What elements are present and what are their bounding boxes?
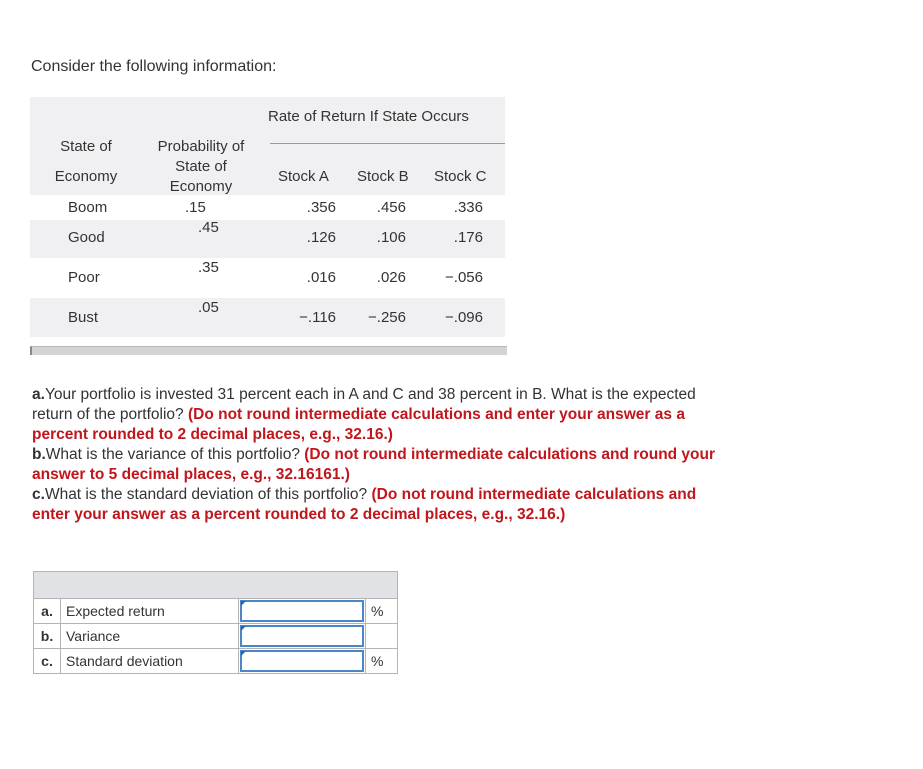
input-flag-icon <box>241 626 246 631</box>
answer-row-expected-return <box>34 599 398 624</box>
input-flag-icon <box>241 601 246 606</box>
question-b <box>32 445 722 485</box>
intro-text: Consider the following information: <box>31 58 277 75</box>
row-good-state: Good <box>68 229 105 246</box>
col-header-state-line1: State of <box>60 138 112 155</box>
col-header-stock-c: Stock C <box>434 168 487 185</box>
standard-deviation-input[interactable] <box>240 650 364 672</box>
row-boom-a: .356 <box>306 199 336 216</box>
answer-label: Variance <box>61 624 239 649</box>
group-header-divider <box>270 143 505 144</box>
question-c <box>32 485 722 525</box>
question-a-instructions: (Do not round intermediate calculations and enter your answer as a percent rounded to 2 decimal places, e.g., 32.16.) <box>32 406 685 443</box>
question-b-text: What is the variance of this portfolio? <box>45 446 300 463</box>
input-flag-icon <box>241 651 246 656</box>
row-good-a: .126 <box>306 229 336 246</box>
col-header-prob-line1: Probability of <box>157 138 245 155</box>
row-bust-a: −.116 <box>299 309 336 326</box>
col-header-stock-a: Stock A <box>278 168 329 185</box>
row-boom-state: Boom <box>68 199 108 216</box>
table-scrollbar[interactable] <box>30 346 507 355</box>
row-poor-b: .026 <box>376 269 406 286</box>
col-header-stock-b: Stock B <box>357 168 409 185</box>
row-boom-c: .336 <box>453 199 483 216</box>
answer-unit <box>366 624 398 649</box>
row-boom-b: .456 <box>376 199 406 216</box>
answer-table-header <box>34 572 398 599</box>
answer-table <box>33 571 398 674</box>
row-bust-prob: .05 <box>198 299 219 316</box>
row-poor-state: Poor <box>68 269 100 286</box>
row-bust-b: −.256 <box>368 309 406 326</box>
col-header-prob-line2: State of <box>175 158 227 175</box>
question-c-label: c. <box>32 486 45 503</box>
question-b-instructions: (Do not round intermediate calculations and round your answer to 5 decimal places, e.g., 32.16161.) <box>32 446 716 483</box>
expected-return-input[interactable] <box>240 600 364 622</box>
group-header: Rate of Return If State Occurs <box>268 108 469 125</box>
answer-label: Expected return <box>61 599 239 624</box>
col-header-state-line2: Economy <box>54 168 118 185</box>
answer-row-standard-deviation <box>34 649 398 674</box>
row-bust-state: Bust <box>68 309 99 326</box>
variance-input[interactable] <box>240 625 364 647</box>
answer-unit: % <box>366 649 398 674</box>
answer-letter: b. <box>34 624 61 649</box>
row-poor-c: −.056 <box>445 269 483 286</box>
row-boom-prob: .15 <box>185 199 206 216</box>
answer-unit: % <box>366 599 398 624</box>
row-poor-a: .016 <box>306 269 336 286</box>
question-a <box>32 385 722 445</box>
question-b-label: b. <box>32 446 46 463</box>
row-good-prob: .45 <box>198 219 219 236</box>
row-poor-prob: .35 <box>198 259 219 276</box>
answer-row-variance <box>34 624 398 649</box>
question-a-label: a. <box>32 386 45 403</box>
question-a-text: Your portfolio is invested 31 percent each in A and C and 38 percent in B. What is the expected return of the portfolio? <box>32 386 696 423</box>
answer-letter: a. <box>34 599 61 624</box>
row-good-b: .106 <box>376 229 406 246</box>
question-c-text: What is the standard deviation of this portfolio? <box>44 486 368 503</box>
row-good-c: .176 <box>453 229 483 246</box>
question-c-instructions: (Do not round intermediate calculations and enter your answer as a percent rounded to 2 decimal places, e.g., 32.16.) <box>32 486 697 523</box>
row-bust-c: −.096 <box>445 309 483 326</box>
answer-letter: c. <box>34 649 61 674</box>
answer-label: Standard deviation <box>61 649 239 674</box>
col-header-prob-line3: Economy <box>169 178 233 195</box>
